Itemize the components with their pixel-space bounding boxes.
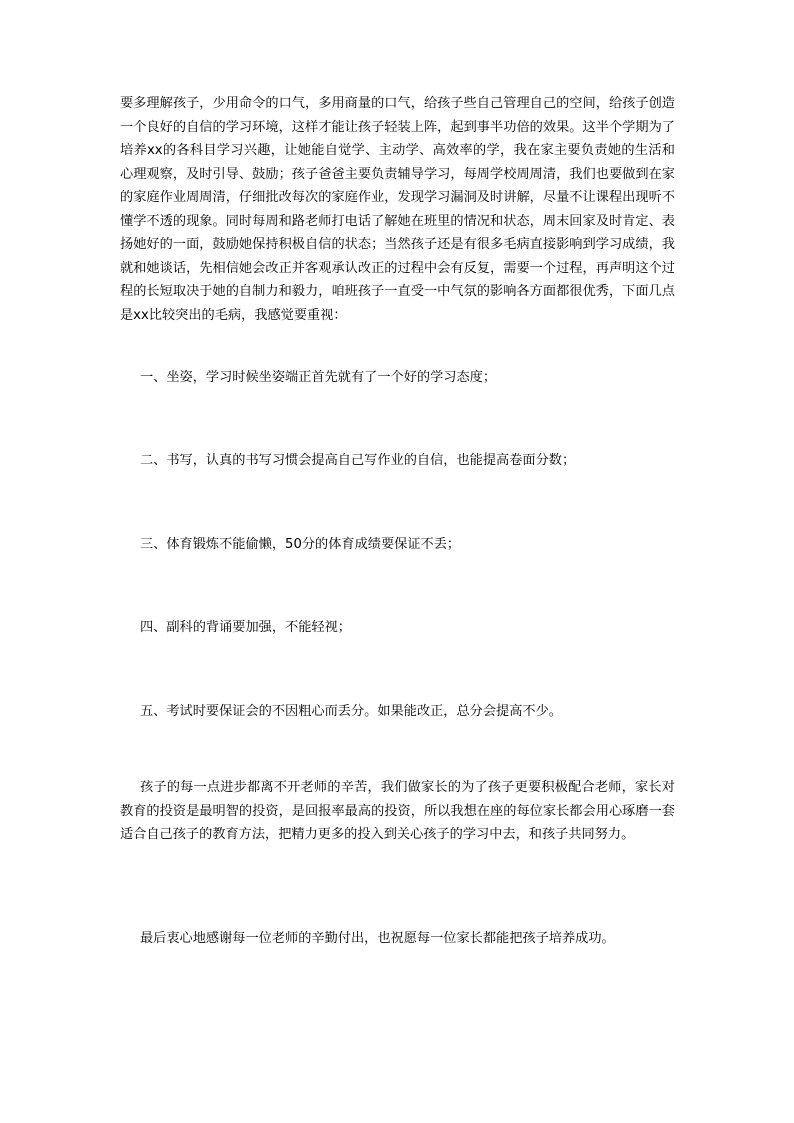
list-item-5: 五、考试时要保证会的不因粗心而丢分。如果能改正，总分会提高不少。 [140,704,562,719]
list-item-3: 三、体育锻炼不能偷懒，50分的体育成绩要保证不丢； [140,537,461,552]
list-item-2: 二、书写，认真的书写习惯会提高自己写作业的自信，也能提高卷面分数； [140,453,576,468]
list-item-1: 一、坐姿，学习时候坐姿端正首先就有了一个好的学习态度； [140,370,497,385]
closing-paragraph: 孩子的每一点进步都离不开老师的辛苦，我们做家长的为了孩子更要积极配合老师，家长对教育的投资是最明智的投资，是回报率最高的投资，所以我想在座的每位家长都会用心琢磨一套适合自己孩子的教育方法，把精力更多的投入到关心孩子的学习中去，和孩子共同努力。 [120,780,675,842]
intro-paragraph: 要多理解孩子，少用命令的口气，多用商量的口气，给孩子些自己管理自己的空间，给孩子创造一个良好的自信的学习环境，这样才能让孩子轻装上阵，起到事半功倍的效果。这半个学期为了培养xx的各科目学习兴趣，让她能自觉学、主动学、高效率的学，我在家主要负责她的生活和心理观察，及时引导、鼓励；孩子爸爸主要负责辅导学习，每周学校周周清，我们也要做到在家的家庭作业周周清，仔细批改每次的家庭作业，发现学习漏洞及时讲解，尽量不让课程出现听不懂学不透的现象。同时每周和路老师打电话了解她在班里的情况和状态，周末回家及时肯定、表扬她好的一面，鼓励她保持积极自信的状态；当然孩子还是有很多毛病直接影响到学习成绩，我就和她谈话，先相信她会改正并客观承认改正的过程中会有反复，需要一个过程，再声明这个过程的长短取决于她的自制力和毅力，咱班孩子一直受一中气氛的影响各方面都很优秀，下面几点是xx比较突出的毛病，我感觉要重视： [120,96,675,323]
list-item-4: 四、副科的背诵要加强，不能轻视； [140,620,351,635]
thanks-paragraph: 最后衷心地感谢每一位老师的辛勤付出，也祝愿每一位家长都能把孩子培养成功。 [140,931,615,946]
